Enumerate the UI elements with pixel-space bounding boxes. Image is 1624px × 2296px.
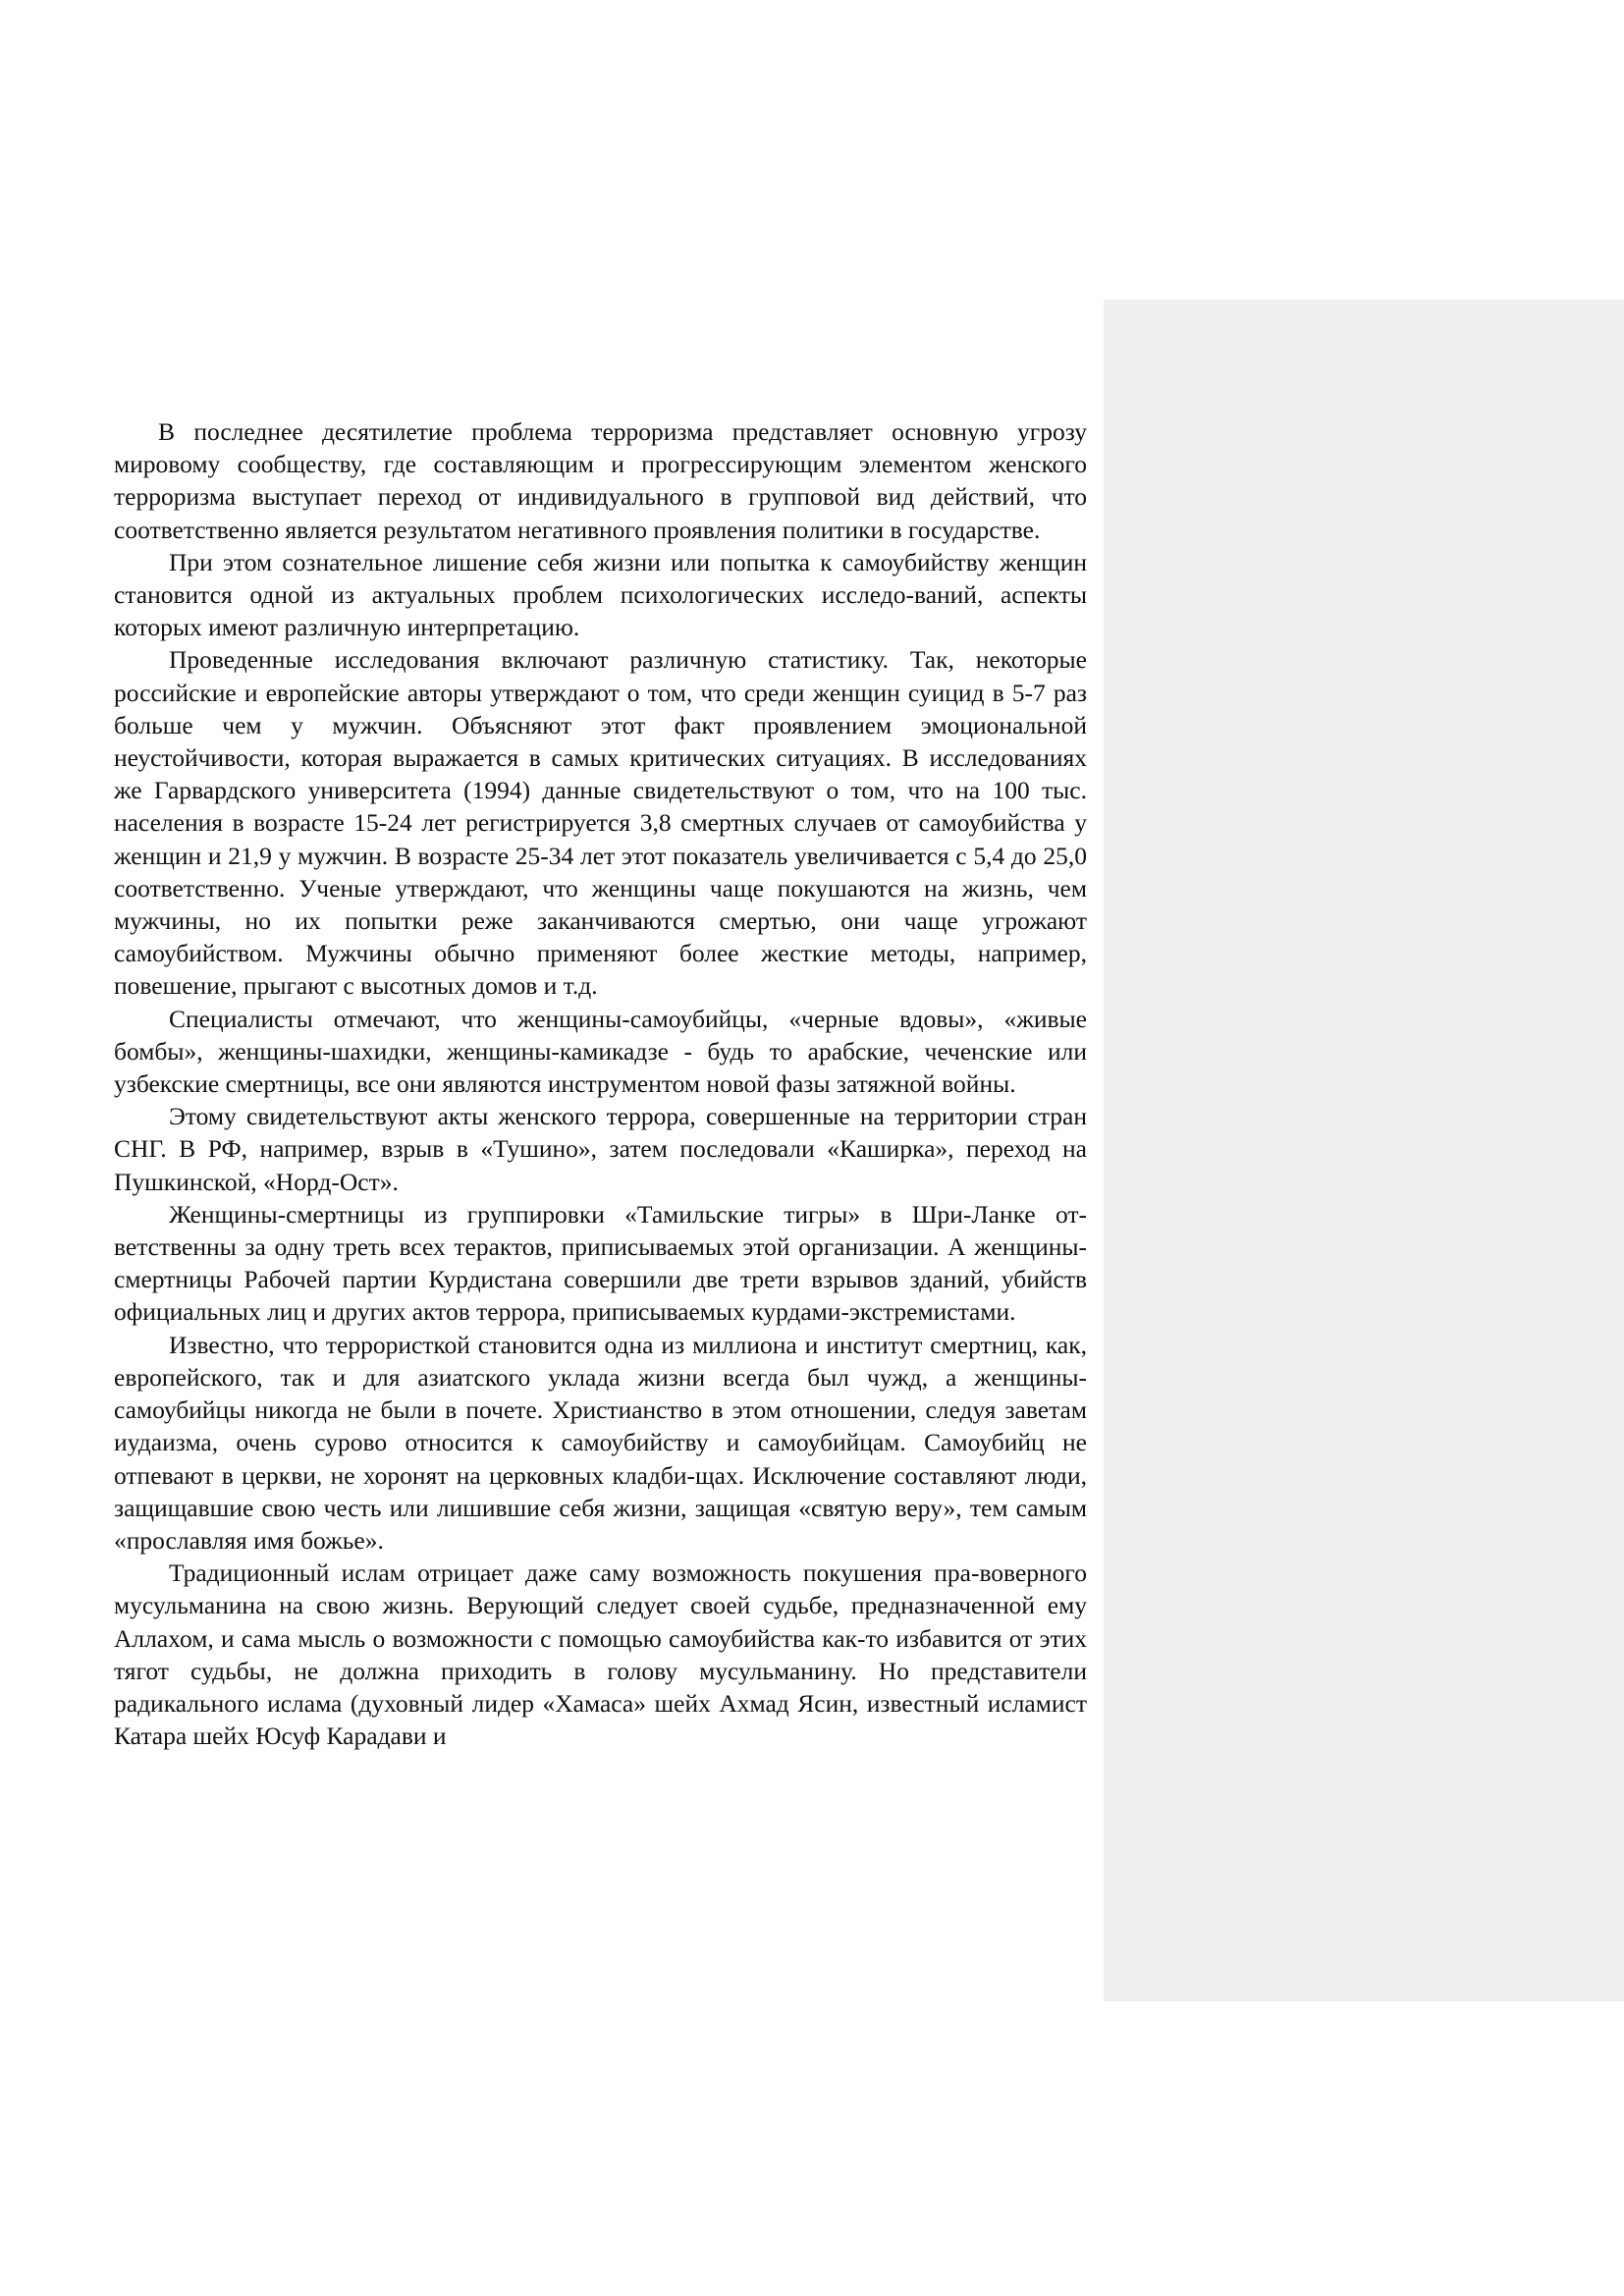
paragraph-2: При этом сознательное лишение себя жизни или попытка к самоубийству женщин становится одной из актуальных проблем психологических исследо-ваний, аспекты которых имеют различную интерпретацию. <box>114 547 1087 642</box>
paragraph-3: Проведенные исследования включают различную статистику. Так, некоторые российские и европейские авторы утверждают о том, что среди женщин суицид в 5-7 раз больше чем у мужчин. Объясняют этот факт проявлением эмоциональной неустойчивости, которая выражается в самых критических ситуациях. В исследованиях же Гарвардского университета (1994) данные свидетельствуют о том, что на 100 тыс. населения в возрасте 15-24 лет регистрируется 3,8 смертных случаев от самоубийства у женщин и 21,9 у мужчин. В возрасте 25-34 лет этот показатель увеличивается с 5,4 до 25,0 соответственно. Ученые утверждают, что женщины чаще покушаются на жизнь, чем мужчины, но их попытки реже заканчиваются смертью, они чаще угрожают самоубийством. Мужчины обычно применяют более жесткие методы, например, повешение, прыгают с высотных домов и т.д. <box>114 645 1087 1001</box>
paragraph-1: В последнее десятилетие проблема терроризма представляет основную угрозу мировому сообществу, где составляющим и прогрессирующим элементом женского терроризма выступает переход от индивидуального в групповой вид действий, что соответственно является результатом негативного проявления политики в государстве. <box>114 417 1087 544</box>
document-body <box>114 415 1087 1752</box>
paragraph-4: Специалисты отмечают, что женщины-самоубийцы, «черные вдовы», «живые бомбы», женщины-шахидки, женщины-камикадзе - будь то арабские, чеченские или узбекские смертницы, все они являются инструментом новой фазы затяжной войны. <box>114 1004 1087 1099</box>
comment-margin-pane <box>1104 300 1624 2001</box>
paragraph-8: Традиционный ислам отрицает даже саму возможность покушения пра-воверного мусульманина на свою жизнь. Верующий следует своей судьбе, предназначенной ему Аллахом, и сама мысль о возможности с помощью самоубийства как-то избавится от этих тягот судьбы, не должна приходить в голову мусульманину. Но представители радикального ислама (духовный лидер «Хамаса» шейх Ахмад Ясин, известный исламист Катара шейх Юсуф Карадави и <box>114 1558 1087 1751</box>
paragraph-5: Этому свидетельствуют акты женского террора, совершенные на территории стран СНГ. В РФ, например, взрыв в «Тушино», затем последовали «Каширка», переход на Пушкинской, «Норд-Ост». <box>114 1102 1087 1196</box>
paragraph-6: Женщины-смертницы из группировки «Тамильские тигры» в Шри-Ланке от-ветственны за одну треть всех терактов, приписываемых этой организации. А женщины-смертницы Рабочей партии Курдистана совершили две трети взрывов зданий, убийств официальных лиц и других актов террора, приписываемых курдами-экстремистами. <box>114 1199 1087 1327</box>
paragraph-7: Известно, что террористкой становится одна из миллиона и институт смертниц, как, европейского, так и для азиатского уклада жизни всегда был чужд, а женщины-самоубийцы никогда не были в почете. Христианство в этом отношении, следуя заветам иудаизма, очень сурово относится к самоубийству и самоубийцам. Самоубийц не отпевают в церкви, не хоронят на церковных кладби-щах. Исключение составляют люди, защищавшие свою честь или лишившие себя жизни, защищая «святую веру», тем самым «прославляя имя божье». <box>114 1330 1087 1555</box>
